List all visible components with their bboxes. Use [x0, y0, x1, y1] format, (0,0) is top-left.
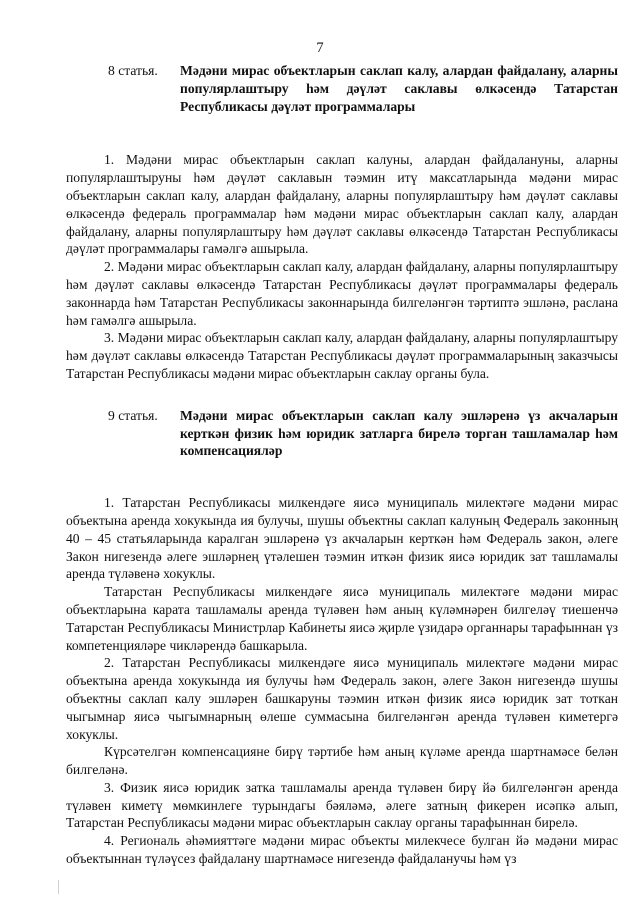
article-8-heading	[108, 62, 618, 115]
article-9-title: Мәдәни мирас объектларын саклап калу эшләренә үз акчаларын керткән физик һәм юридик затларга бирелә торган ташламалар һәм компенсацияләр	[180, 407, 618, 459]
article-9-paragraph-6: 4. Региональ әһәмияттәге мәдәни мирас объекты милекчесе булган йә мәдәни мирас объектыннан түләүсез файдалану шартнамәсе нигезендә файдаланучы һәм үз	[66, 833, 618, 867]
article-8-paragraph-3: 3. Мәдәни мирас объектларын саклап калу, алардан файдалану, аларны популярлаштыру һәм дәүләт саклавы өлкәсендә Татарстан Республикасы дәүләт программаларының заказчысы Татарстан Республикасы мәдәни мирас объектларын саклау органы була.	[66, 330, 618, 381]
article-8-paragraph-2: 2. Мәдәни мирас объектларын саклап калу, алардан файдалану, аларны популярлаштыру һәм дәүләт саклавы өлкәсендә Татарстан Республикасы дәүләт программалары федераль законнарда һәм Татарстан Республикасы законнарында билгеләнгән тәртиптә эшләнә, раслана һәм гамәлгә ашырыла.	[66, 259, 618, 328]
article-8-paragraph-1: 1. Мәдәни мирас объектларын саклап калуны, алардан файдалануны, аларны популярлаштыруны һәм дәүләт саклавын тәэмин итү максатларында мәдәни мирас объектларын саклап калу, алардан файдалану, аларны популярлаштыру һәм дәүләт саклавы өлкәсендә федераль программалар һәм мәдәни мирас объектларын саклап калу, алардан файдалану, аларны популярлаштыру һәм дәүләт саклавы өлкәсендә Татарстан Республикасы дәүләт программалары гамәлгә ашырыла.	[66, 152, 618, 257]
page-number: 7	[316, 40, 324, 56]
article-8-title: Мәдәни мирас объектларын саклап калу, алардан файдалану, аларны популярлаштыру һәм дәүләт саклавы өлкәсендә Татарстан Республикасы дәүләт программалары	[180, 63, 618, 114]
scan-edge-mark	[58, 880, 59, 894]
document-body	[66, 62, 618, 868]
article-9-paragraph-4: Күрсәтелгән компенсацияне бирү тәртибе һәм аның күләме аренда шартнамәсе белән билгеләнә.	[66, 744, 618, 778]
article-9-label: 9 статья.	[108, 407, 158, 423]
article-9-paragraph-5: 3. Физик яисә юридик затка ташламалы аренда түләвен бирү йә билгеләнгән аренда түләвен киметү мөмкинлеге турындагы бәяләмә, әлеге затның фикерен исәпкә алып, Татарстан Республикасы мәдәни мирас объектларын саклау органы тарафыннан бирелә.	[66, 779, 618, 831]
article-9-heading	[108, 407, 618, 460]
article-8-label: 8 статья.	[108, 63, 158, 78]
article-9-paragraph-2: Татарстан Республикасы милкендәге яисә муниципаль милектәге мәдәни мирас объектларына карата ташламалы аренда түләвен һәм аның күләмнәрен билгеләү тиешенчә Татарстан Республикасы Министрлар Кабинеты яисә җирле үзидарә органнары тарафыннан үз компетенцияләре чикләрендә башкарыла.	[66, 584, 618, 653]
article-9-paragraph-3: 2. Татарстан Республикасы милкендәге яисә муниципаль милектәге мәдәни мирас объектына аренда хокукында ия булучы һәм Федераль закон, әлеге Закон нигезендә шушы объектны саклап калу эшләрен башкаруны тәэмин иткән физик яисә юридик зат тоткан чыгымнар яисә чыгымнарның өлеше суммасына билгеләнгән аренда түләвен киметергә хокуклы.	[66, 655, 618, 742]
article-9-paragraph-1: 1. Татарстан Республикасы милкендәге яисә муниципаль милектәге мәдәни мирас объектына аренда хокукында ия булучы, шушы объектны саклап калуның Федераль законның 40 – 45 статьяларында каралган эшләренә үз акчаларын керткән һәм Федераль закон, әлеге Закон нигезендә әлеге эшләрнең үтәлешен тәэмин иткән физик яисә юридик зат ташламалы аренда түләвенә хокуклы.	[66, 495, 618, 582]
